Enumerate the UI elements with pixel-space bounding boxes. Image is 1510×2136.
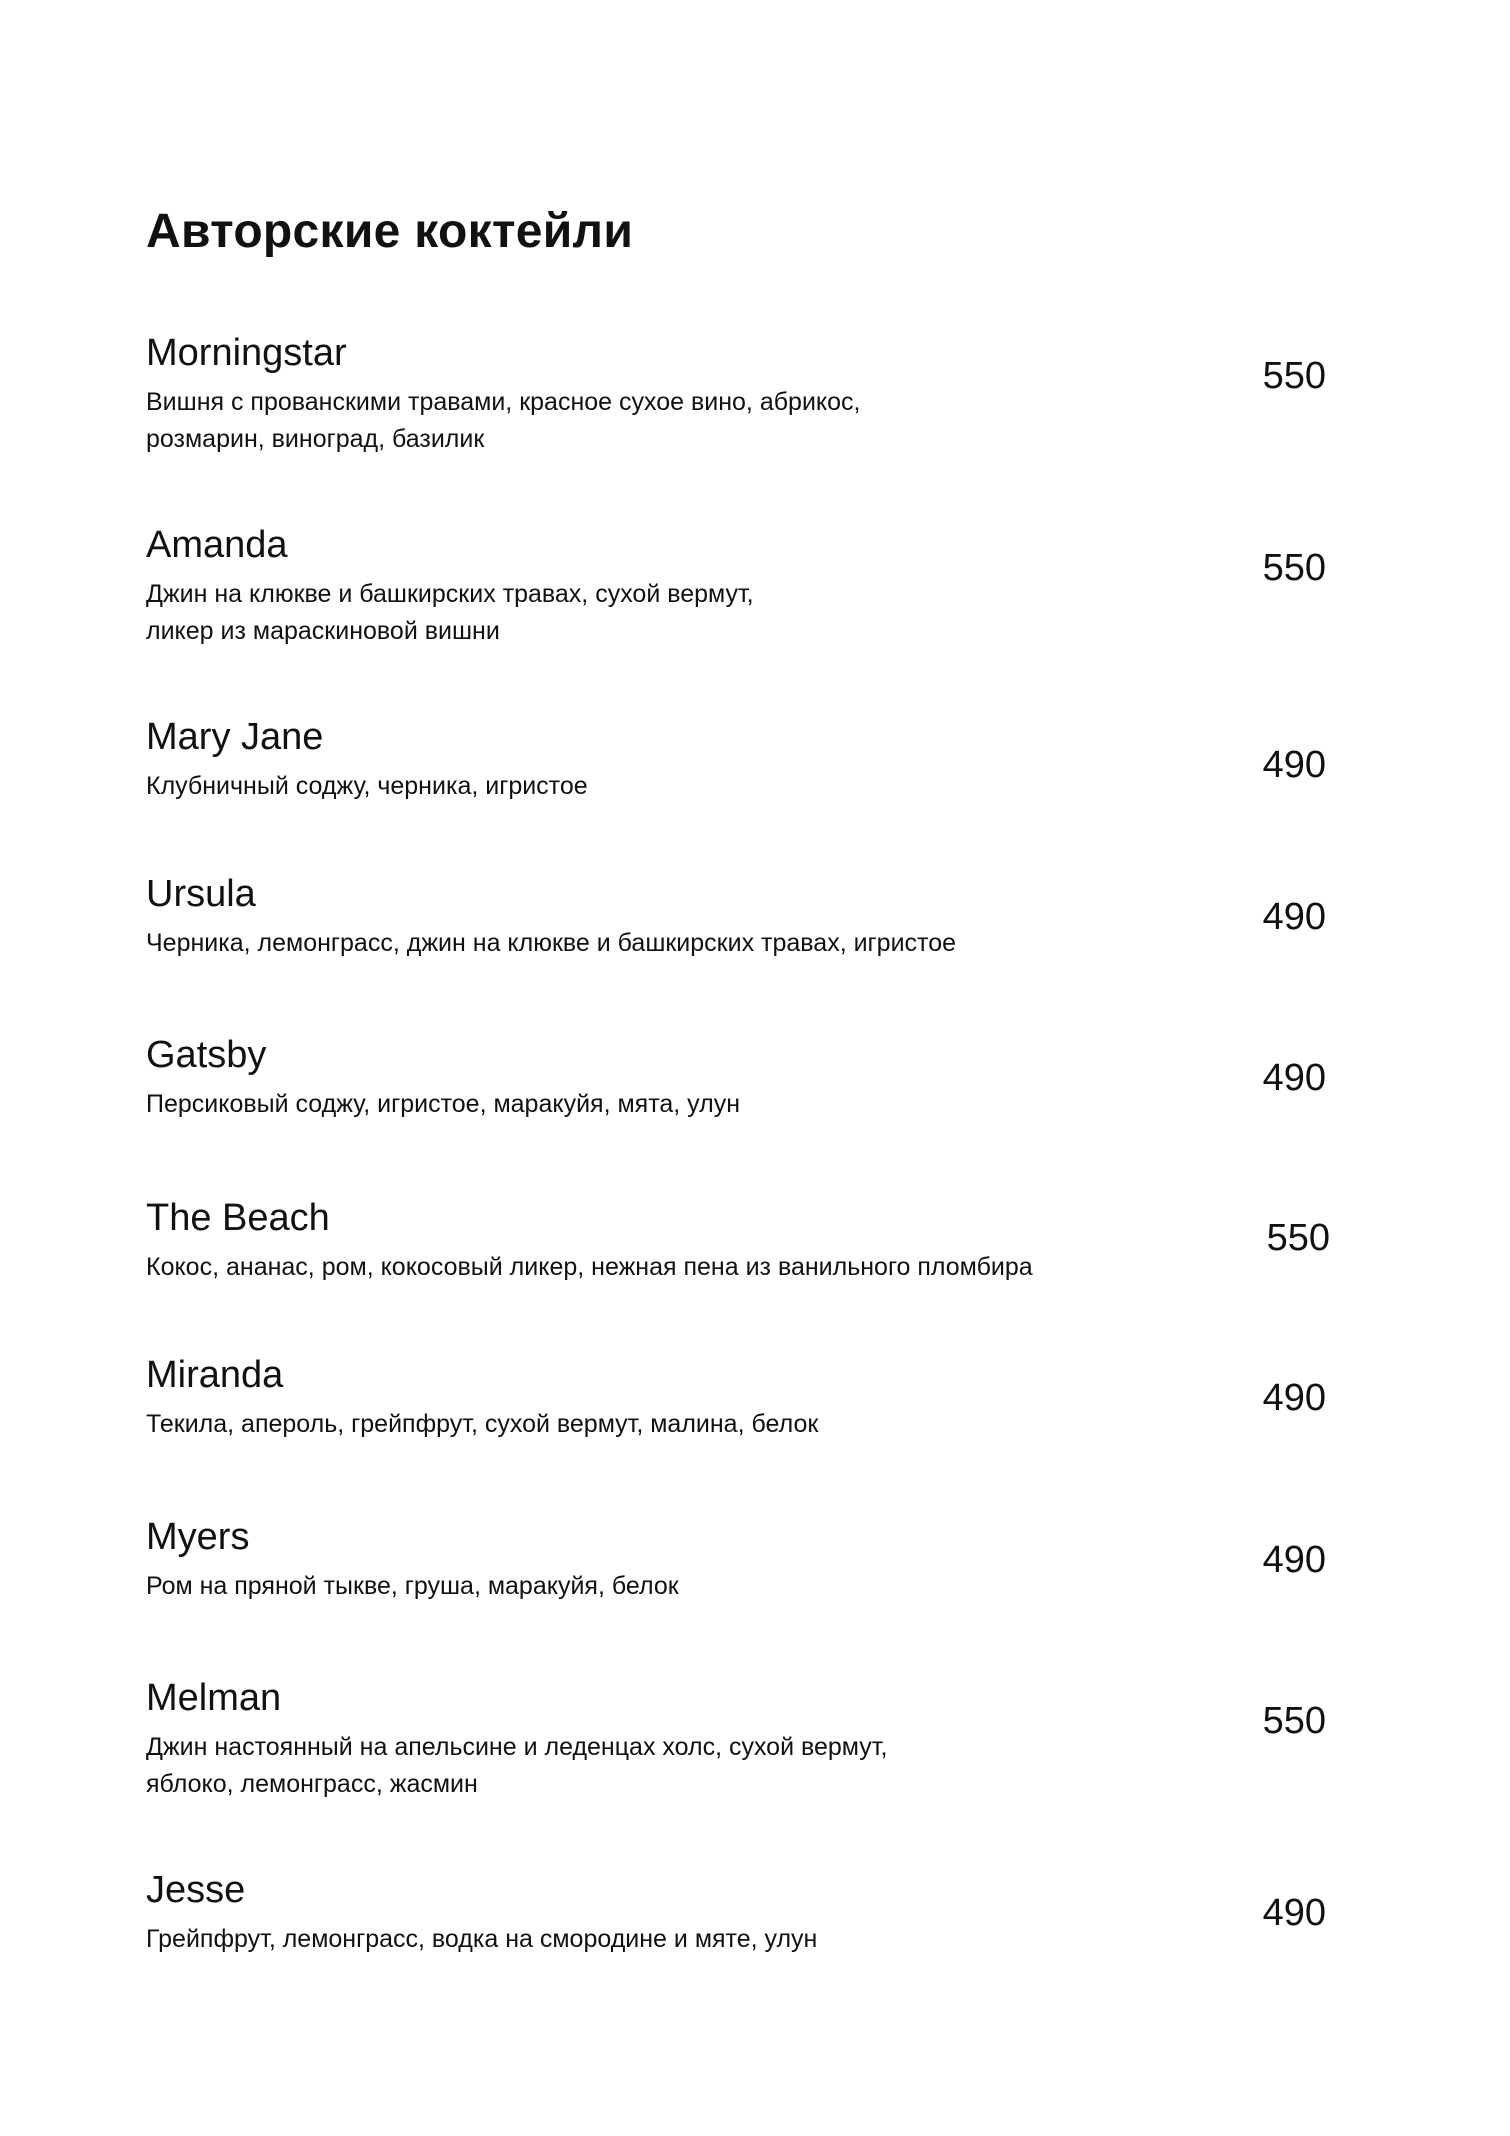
menu-item-gatsby xyxy=(146,1032,1326,1123)
item-name: Miranda xyxy=(146,1354,284,1396)
item-name: Myers xyxy=(146,1516,250,1558)
item-price: 490 xyxy=(1262,744,1326,786)
item-description: Вишня с прованскими травами, красное сухое вино, абрикос, розмарин, виноград, базилик xyxy=(146,388,861,453)
item-price: 550 xyxy=(1262,355,1326,397)
menu-item-miranda xyxy=(146,1352,1326,1443)
item-description: Грейпфрут, лемонграсс, водка на смородине и мяте, улун xyxy=(146,1925,818,1953)
item-name: Gatsby xyxy=(146,1034,267,1076)
item-price: 490 xyxy=(1262,1057,1326,1099)
item-description: Персиковый соджу, игристое, маракуйя, мята, улун xyxy=(146,1090,741,1118)
item-description: Клубничный соджу, черника, игристое xyxy=(146,772,588,800)
item-price: 490 xyxy=(1262,896,1326,938)
menu-item-ursula xyxy=(146,871,1326,962)
menu-item-mary-jane xyxy=(146,714,1326,805)
item-description: Текила, апероль, грейпфрут, сухой вермут, малина, белок xyxy=(146,1410,819,1438)
item-description: Джин настоянный на апельсине и леденцах холс, сухой вермут, яблоко, лемонграсс, жасмин xyxy=(146,1733,888,1798)
item-price: 550 xyxy=(1262,547,1326,589)
item-name: Melman xyxy=(146,1677,282,1719)
item-name: Mary Jane xyxy=(146,716,324,758)
item-name: Jesse xyxy=(146,1869,246,1911)
item-name: Amanda xyxy=(146,524,288,566)
item-name: The Beach xyxy=(146,1197,330,1239)
item-description: Черника, лемонграсс, джин на клюкве и башкирских травах, игристое xyxy=(146,929,957,957)
menu-item-morningstar xyxy=(146,330,1326,458)
menu-item-amanda xyxy=(146,522,1326,650)
menu-item-myers xyxy=(146,1514,1326,1605)
page-title: Авторские коктейли xyxy=(146,205,634,258)
item-price: 550 xyxy=(1262,1700,1326,1742)
item-price: 550 xyxy=(1266,1217,1330,1259)
menu-item-jesse xyxy=(146,1867,1326,1958)
menu-item-melman xyxy=(146,1675,1326,1803)
item-name: Ursula xyxy=(146,873,256,915)
item-description: Джин на клюкве и башкирских травах, сухой вермут, ликер из мараскиновой вишни xyxy=(146,580,754,645)
menu-item-the-beach xyxy=(146,1195,1330,1286)
item-description: Кокос, ананас, ром, кокосовый ликер, нежная пена из ванильного пломбира xyxy=(146,1253,1033,1281)
item-description: Ром на пряной тыкве, груша, маракуйя, белок xyxy=(146,1572,679,1600)
item-name: Morningstar xyxy=(146,332,347,374)
item-price: 490 xyxy=(1262,1377,1326,1419)
item-price: 490 xyxy=(1262,1892,1326,1934)
item-price: 490 xyxy=(1262,1539,1326,1581)
